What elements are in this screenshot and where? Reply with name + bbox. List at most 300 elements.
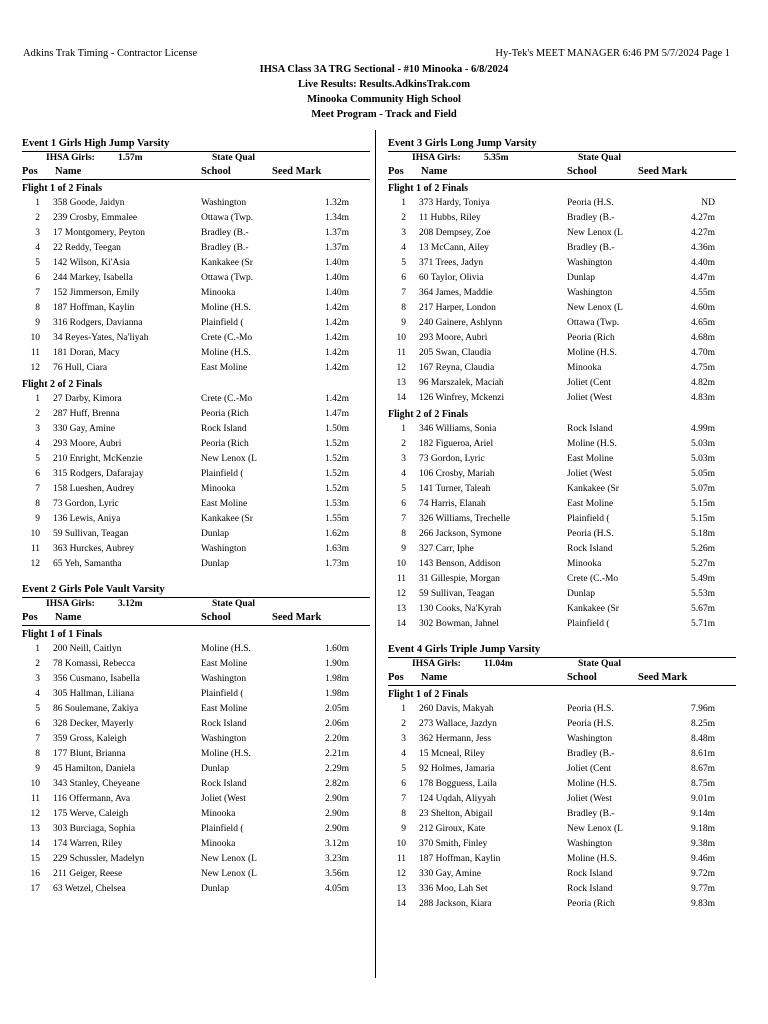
entry-seed-mark: 4.36m [690,243,715,253]
entry-row [22,392,370,407]
entry-name: 373 Hardy, Toniya [419,198,490,208]
entry-school: Rock Island [567,869,613,879]
entry-pos: 7 [35,734,40,744]
entry-name: 60 Taylor, Olivia [419,273,484,283]
column-header-row [388,165,736,180]
entry-pos: 9 [401,824,406,834]
entry-pos: 12 [396,589,406,599]
entry-pos: 6 [35,273,40,283]
entry-school: Ottawa (Twp. [567,318,620,328]
entry-pos: 6 [35,469,40,479]
entry-seed-mark: 5.26m [690,544,715,554]
qualifying-standard [22,152,370,165]
entry-pos: 7 [401,514,406,524]
entry-name: 13 McCann, Ailey [419,243,489,253]
entry-row [388,226,736,241]
entry-school: Moline (H.S. [567,348,617,358]
entry-name: 152 Jimmerson, Emily [53,288,140,298]
entry-school: East Moline [201,499,248,509]
entry-pos: 14 [396,393,406,403]
entry-row [22,316,370,331]
entry-name: 200 Neill, Caitlyn [53,644,122,654]
qual-label: IHSA Girls: [412,153,461,163]
live-results-line: Live Results: Results.AdkinsTrak.com [298,79,470,90]
entry-school: Joliet (West [567,469,612,479]
entry-seed-mark: 4.68m [690,333,715,343]
header-name: Name [421,166,448,177]
entry-row [22,482,370,497]
entry-row [22,867,370,882]
entry-seed-mark: 8.25m [690,719,715,729]
entry-school: Joliet (West [567,393,612,403]
entry-pos: 11 [30,348,40,358]
entry-row [22,512,370,527]
entry-row [388,482,736,497]
entry-name: 346 Williams, Sonia [419,424,497,434]
entry-pos: 5 [401,484,406,494]
entry-name: 371 Trees, Jadyn [419,258,484,268]
entry-name: 288 Jackson, Kiara [419,899,492,909]
entry-pos: 8 [35,303,40,313]
entry-pos: 6 [401,499,406,509]
entry-school: Minooka [567,363,602,373]
entry-pos: 4 [401,243,406,253]
entry-seed-mark: 4.99m [690,424,715,434]
entry-row [22,672,370,687]
entry-name: 17 Montgomery, Peyton [53,228,146,238]
entry-seed-mark: 1.63m [324,544,349,554]
entry-name: 266 Jackson, Symone [419,529,502,539]
entry-pos: 2 [35,659,40,669]
entry-school: Plainfield ( [567,619,610,629]
entry-seed-mark: 1.37m [324,228,349,238]
qual-state: State Qual [578,659,622,669]
qualifying-standard [22,598,370,611]
entry-seed-mark: 5.67m [690,604,715,614]
entry-pos: 5 [401,258,406,268]
entry-name: 11 Hubbs, Riley [419,213,481,223]
entry-pos: 13 [396,604,406,614]
entry-school: Dunlap [201,559,229,569]
entry-name: 31 Gillespie, Morgan [419,574,500,584]
entry-row [22,241,370,256]
entry-name: 96 Marszalek, Maciah [419,378,504,388]
entry-school: Bradley (B.- [567,809,615,819]
entry-row [388,867,736,882]
event-section [388,643,736,912]
entry-row [22,557,370,572]
entry-name: 370 Smith, Finley [419,839,488,849]
entry-row [388,572,736,587]
entry-school: Plainfield ( [567,514,610,524]
entry-row [388,762,736,777]
entry-seed-mark: 1.42m [324,303,349,313]
entry-school: Washington [567,839,613,849]
entry-seed-mark: 1.90m [324,659,349,669]
entry-row [388,437,736,452]
entry-pos: 3 [401,228,406,238]
entry-seed-mark: 1.42m [324,394,349,404]
entry-school: Rock Island [567,424,613,434]
column-header-row [22,165,370,180]
entry-name: 343 Stanley, Cheyeane [53,779,140,789]
entry-seed-mark: 8.48m [690,734,715,744]
entry-row [22,407,370,422]
entry-row [388,807,736,822]
entry-name: 15 Mcneal, Riley [419,749,485,759]
entry-school: Kankakee (Sr [201,258,253,268]
entry-name: 27 Darby, Kimora [53,394,122,404]
entry-name: 177 Blunt, Brianna [53,749,126,759]
entry-name: 208 Dempsey, Zoe [419,228,491,238]
header-school: School [567,166,597,177]
entry-pos: 5 [401,764,406,774]
entry-name: 326 Williams, Trechelle [419,514,511,524]
entry-school: Washington [201,734,247,744]
column-divider [375,130,376,978]
entry-seed-mark: ND [701,198,715,208]
entry-pos: 10 [396,559,406,569]
entry-pos: 6 [401,273,406,283]
entry-name: 45 Hamilton, Daniela [53,764,136,774]
entry-school: Dunlap [567,589,595,599]
entry-name: 175 Werve, Caleigh [53,809,129,819]
entry-school: Joliet (Cent [567,764,612,774]
entry-name: 59 Sullivan, Teagan [53,529,129,539]
entry-name: 359 Gross, Kaleigh [53,734,127,744]
entry-school: Bradley (B.- [567,749,615,759]
event-title: Event 3 Girls Long Jump Varsity [388,138,537,149]
entry-row [22,286,370,301]
entry-seed-mark: 5.49m [690,574,715,584]
entry-pos: 4 [35,243,40,253]
entry-seed-mark: 9.72m [690,869,715,879]
qual-mark: 1.57m [118,153,143,163]
header-school: School [201,612,231,623]
entry-pos: 7 [401,794,406,804]
entry-school: Crete (C.-Mo [567,574,619,584]
header-pos: Pos [388,672,404,683]
entry-school: Plainfield ( [201,469,244,479]
entry-pos: 9 [401,318,406,328]
entry-name: 336 Moo, Lah Set [419,884,488,894]
entry-seed-mark: 1.40m [324,273,349,283]
entry-pos: 7 [401,288,406,298]
entry-row [388,732,736,747]
entry-school: Bradley (B.- [201,243,249,253]
entry-row [22,422,370,437]
entry-pos: 1 [401,424,406,434]
entry-school: Kankakee (Sr [567,484,619,494]
entry-seed-mark: 4.40m [690,258,715,268]
entry-row [388,852,736,867]
entry-seed-mark: 9.38m [690,839,715,849]
entry-seed-mark: 1.34m [324,213,349,223]
entry-pos: 11 [396,348,406,358]
entry-name: 187 Hoffman, Kaylin [53,303,135,313]
entry-pos: 14 [396,899,406,909]
entry-name: 130 Cooks, Na'Kyrah [419,604,502,614]
entry-pos: 6 [35,719,40,729]
entry-seed-mark: 1.42m [324,333,349,343]
entry-school: Washington [201,674,247,684]
entry-seed-mark: 1.98m [324,674,349,684]
entry-name: 305 Hallman, Liliana [53,689,134,699]
column-header-row [22,611,370,626]
entry-seed-mark: 1.60m [324,644,349,654]
entry-row [388,792,736,807]
entry-school: Joliet (West [201,794,246,804]
event-title: Event 2 Girls Pole Vault Varsity [22,584,165,595]
entry-row [388,346,736,361]
entry-school: Dunlap [567,273,595,283]
entry-seed-mark: 4.70m [690,348,715,358]
entry-row [22,467,370,482]
entry-pos: 2 [35,409,40,419]
entry-seed-mark: 4.60m [690,303,715,313]
entry-pos: 15 [30,854,40,864]
entry-row [388,301,736,316]
qual-state: State Qual [578,153,622,163]
entry-seed-mark: 9.18m [690,824,715,834]
entry-seed-mark: 4.83m [690,393,715,403]
flight-title: Flight 1 of 2 Finals [22,183,103,194]
entry-name: 212 Giroux, Kate [419,824,486,834]
entry-seed-mark: 1.40m [324,258,349,268]
entry-school: Dunlap [201,764,229,774]
entry-pos: 10 [396,839,406,849]
event-title: Event 1 Girls High Jump Varsity [22,138,170,149]
entry-school: Peoria (Rich [567,333,615,343]
qual-label: IHSA Girls: [46,153,95,163]
entry-name: 34 Reyes-Yates, Na'liyah [53,333,149,343]
entry-seed-mark: 9.01m [690,794,715,804]
entry-name: 167 Reyna, Claudia [419,363,495,373]
entry-name: 22 Reddy, Teegan [53,243,121,253]
entry-seed-mark: 1.42m [324,363,349,373]
entry-school: Peoria (H.S. [567,529,614,539]
entry-seed-mark: 4.27m [690,228,715,238]
column-header-row [388,671,736,686]
entry-seed-mark: 4.55m [690,288,715,298]
qualifying-standard [388,658,736,671]
entry-seed-mark: 9.83m [690,899,715,909]
entry-school: Moline (H.S. [567,854,617,864]
entry-row [388,361,736,376]
meet-title-block [0,62,768,122]
program-line: Meet Program - Track and Field [311,109,457,120]
entry-pos: 9 [35,764,40,774]
entry-school: East Moline [201,704,248,714]
entry-school: Rock Island [567,544,613,554]
entry-seed-mark: 5.03m [690,439,715,449]
entry-school: Minooka [201,839,236,849]
qual-mark: 5.35m [484,153,509,163]
entry-row [388,542,736,557]
entry-pos: 2 [401,213,406,223]
entry-name: 362 Hermann, Jess [419,734,492,744]
entry-seed-mark: 1.40m [324,288,349,298]
entry-row [388,717,736,732]
entry-row [388,316,736,331]
entry-pos: 1 [401,198,406,208]
entry-seed-mark: 8.75m [690,779,715,789]
header-pos: Pos [22,166,38,177]
entry-row [388,527,736,542]
entry-school: Minooka [567,559,602,569]
entry-pos: 1 [35,644,40,654]
entry-school: Moline (H.S. [567,439,617,449]
entry-row [388,376,736,391]
entry-row [388,822,736,837]
entry-row [22,762,370,777]
entry-row [22,346,370,361]
entry-pos: 12 [30,559,40,569]
entry-seed-mark: 1.52m [324,484,349,494]
entry-row [388,422,736,437]
entry-pos: 11 [396,574,406,584]
entry-pos: 4 [35,439,40,449]
entry-seed-mark: 1.62m [324,529,349,539]
entry-row [22,807,370,822]
entry-row [22,792,370,807]
entry-name: 303 Burciaga, Sophia [53,824,136,834]
entry-name: 316 Rodgers, Davianna [53,318,143,328]
entry-name: 244 Markey, Isabella [53,273,133,283]
entry-school: Moline (H.S. [201,644,251,654]
entry-row [22,497,370,512]
entry-seed-mark: 1.73m [324,559,349,569]
entry-name: 73 Gordon, Lyric [53,499,119,509]
right-column [388,137,736,923]
header-seed-mark: Seed Mark [638,672,688,683]
entry-school: East Moline [201,659,248,669]
flight-title: Flight 2 of 2 Finals [22,379,103,390]
entry-school: East Moline [201,363,248,373]
entry-row [388,747,736,762]
entry-pos: 13 [30,824,40,834]
entry-school: Ottawa (Twp. [201,273,254,283]
entry-seed-mark: 5.71m [690,619,715,629]
entry-row [388,587,736,602]
entry-pos: 10 [396,333,406,343]
entry-pos: 1 [401,704,406,714]
entry-name: 78 Komassi, Rebecca [53,659,136,669]
entry-school: Kankakee (Sr [567,604,619,614]
entry-seed-mark: 4.65m [690,318,715,328]
entry-row [22,852,370,867]
entry-name: 187 Hoffman, Kaylin [419,854,501,864]
header-school: School [567,672,597,683]
entry-school: Peoria (Rich [567,899,615,909]
entry-row [388,777,736,792]
entry-pos: 7 [35,288,40,298]
left-column [22,137,370,908]
entry-pos: 13 [396,378,406,388]
entry-row [22,271,370,286]
entry-row [22,882,370,897]
entry-name: 239 Crosby, Emmalee [53,213,138,223]
entry-name: 211 Geiger, Reese [53,869,123,879]
entry-name: 181 Doran, Macy [53,348,120,358]
entry-row [388,557,736,572]
entry-pos: 14 [30,839,40,849]
entry-pos: 14 [396,619,406,629]
entry-row [388,882,736,897]
entry-pos: 5 [35,704,40,714]
entry-row [22,747,370,762]
entry-row [22,687,370,702]
entry-school: New Lenox (L [567,824,623,834]
entry-pos: 4 [401,469,406,479]
header-pos: Pos [22,612,38,623]
entry-school: Washington [567,288,613,298]
entry-school: New Lenox (L [201,854,257,864]
entry-seed-mark: 2.05m [324,704,349,714]
entry-pos: 1 [35,198,40,208]
entry-seed-mark: 3.56m [324,869,349,879]
entry-pos: 6 [401,779,406,789]
entry-school: Rock Island [567,884,613,894]
entry-pos: 8 [401,303,406,313]
header-name: Name [421,672,448,683]
qualifying-standard [388,152,736,165]
entry-name: 59 Sullivan, Teagan [419,589,495,599]
entry-seed-mark: 5.15m [690,499,715,509]
entry-row [22,657,370,672]
entry-pos: 8 [401,529,406,539]
entry-seed-mark: 9.14m [690,809,715,819]
qual-label: IHSA Girls: [412,659,461,669]
header-seed-mark: Seed Mark [638,166,688,177]
header-school: School [201,166,231,177]
header-right: Hy-Tek's MEET MANAGER 6:46 PM 5/7/2024 Page 1 [495,48,730,59]
entry-name: 116 Offermann, Ava [53,794,131,804]
entry-name: 124 Uqdah, Aliyyah [419,794,496,804]
entry-name: 293 Moore, Aubri [53,439,122,449]
entry-name: 293 Moore, Aubri [419,333,488,343]
entry-row [388,897,736,912]
entry-row [22,437,370,452]
entry-name: 229 Schussler, Madelyn [53,854,145,864]
entry-row [388,256,736,271]
entry-school: Peoria (Rich [201,409,249,419]
entry-name: 302 Bowman, Jahnel [419,619,499,629]
entry-school: Rock Island [201,719,247,729]
entry-seed-mark: 3.12m [324,839,349,849]
entry-seed-mark: 5.53m [690,589,715,599]
entry-name: 328 Decker, Mayerly [53,719,134,729]
entry-school: Bradley (B.- [567,243,615,253]
entry-pos: 9 [401,544,406,554]
entry-name: 210 Enright, McKenzie [53,454,143,464]
entry-seed-mark: 4.05m [324,884,349,894]
entry-seed-mark: 1.32m [324,198,349,208]
entry-pos: 10 [30,333,40,343]
entry-school: Washington [201,544,247,554]
entry-pos: 12 [396,363,406,373]
entry-seed-mark: 4.82m [690,378,715,388]
entry-seed-mark: 9.77m [690,884,715,894]
entry-pos: 11 [30,544,40,554]
entry-pos: 17 [30,884,40,894]
entry-seed-mark: 8.67m [690,764,715,774]
entry-school: New Lenox (L [201,869,257,879]
entry-row [22,732,370,747]
entry-seed-mark: 2.90m [324,794,349,804]
entry-name: 178 Bogguess, Laila [419,779,497,789]
entry-row [22,256,370,271]
